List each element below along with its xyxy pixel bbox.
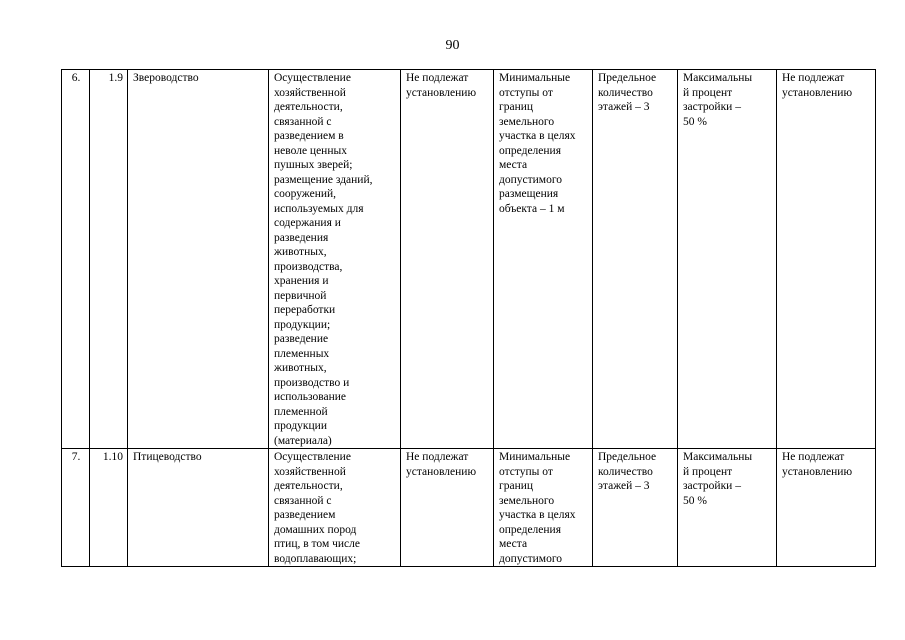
row-code-cell: 1.10 (90, 449, 128, 567)
row-index-cell: 6. (62, 70, 90, 449)
floors-cell: Предельное количество этажей – 3 (593, 70, 678, 449)
regulations-table (61, 69, 876, 567)
table-row (62, 70, 876, 449)
coverage-cell: Максимальны й процент застройки – 50 % (678, 449, 777, 567)
use-name-cell: Птицеводство (128, 449, 269, 567)
coverage-cell: Максимальны й процент застройки – 50 % (678, 70, 777, 449)
use-description-cell: Осуществление хозяйственной деятельности, связанной с разведением домашних пород птиц, в том числе водоплавающих; (269, 449, 401, 567)
other-params-cell: Не подлежат установлению (777, 70, 876, 449)
use-name-cell: Звероводство (128, 70, 269, 449)
use-description-cell: Осуществление хозяйственной деятельности, связанной с разведением в неволе ценных пушных зверей; размещение зданий, сооружений, используемых для содержания и разведения животных, производства, хранения и первичной переработки продукции; разведение племенных животных, производство и использование племенной продукции (материала) (269, 70, 401, 449)
row-index-cell: 7. (62, 449, 90, 567)
plot-size-cell: Не подлежат установлению (401, 449, 494, 567)
setbacks-cell: Минимальные отступы от границ земельного участка в целях определения места допустимого (494, 449, 593, 567)
row-code-cell: 1.9 (90, 70, 128, 449)
plot-size-cell: Не подлежат установлению (401, 70, 494, 449)
setbacks-cell: Минимальные отступы от границ земельного участка в целях определения места допустимого размещения объекта – 1 м (494, 70, 593, 449)
floors-cell: Предельное количество этажей – 3 (593, 449, 678, 567)
page-number: 90 (445, 38, 460, 53)
table-row (62, 449, 876, 567)
other-params-cell: Не подлежат установлению (777, 449, 876, 567)
